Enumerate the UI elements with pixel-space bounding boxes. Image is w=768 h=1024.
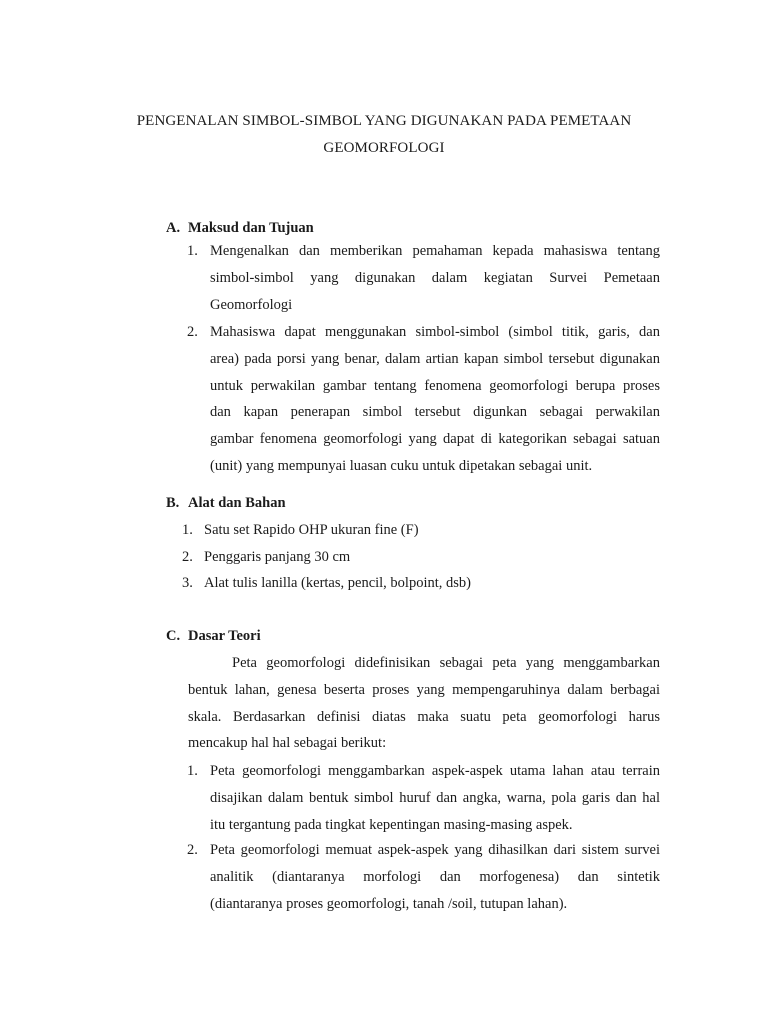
item-line: (diantaranya proses geomorfologi, tanah /soil, tutupan lahan).	[210, 895, 568, 912]
section-b-item-1	[182, 520, 419, 540]
title-line-1: PENGENALAN SIMBOL-SIMBOL YANG DIGUNAKAN PADA PEMETAAN	[136, 113, 632, 129]
list-number: 2.	[187, 842, 198, 858]
list-number: 1.	[187, 243, 198, 259]
section-b-title: Alat dan Bahan	[188, 495, 286, 511]
item-line: analitik (diantaranya morfologi dan morfogenesa) dan sintetik	[210, 868, 660, 885]
list-number: 3.	[182, 575, 193, 591]
paragraph-line: mencakup hal hal sebagai berikut:	[188, 735, 387, 752]
item-line: Peta geomorfologi memuat aspek-aspek yang dihasilkan dari sistem survei	[210, 842, 660, 858]
paragraph-line: bentuk lahan, genesa beserta proses yang mempengaruhinya dalam berbagai	[188, 681, 660, 698]
document-title	[100, 108, 668, 162]
section-c-intro-paragraph	[188, 650, 660, 757]
section-b-heading	[166, 493, 286, 513]
section-b-item-2	[182, 547, 350, 567]
item-line: Mengenalkan dan memberikan pemahaman kepada mahasiswa tentang	[210, 243, 660, 259]
section-c-item-2	[187, 837, 660, 917]
list-number: 1.	[187, 763, 198, 779]
paragraph-line: Peta geomorfologi didefinisikan sebagai peta yang menggambarkan	[232, 655, 660, 671]
item-text: Alat tulis lanilla (kertas, pencil, bolpoint, dsb)	[204, 575, 471, 591]
section-a-item-1	[187, 238, 660, 318]
section-c-heading	[166, 626, 261, 646]
item-line: Peta geomorfologi menggambarkan aspek-aspek utama lahan atau terrain	[210, 763, 660, 779]
title-line-2: GEOMORFOLOGI	[323, 140, 445, 156]
list-number: 2.	[187, 324, 198, 340]
section-a-letter: A.	[166, 220, 181, 236]
list-number: 2.	[182, 549, 193, 565]
section-c-item-1	[187, 758, 660, 838]
item-line: simbol-simbol yang digunakan dalam kegiatan Survei Pemetaan	[210, 269, 660, 286]
item-line: Mahasiswa dapat menggunakan simbol-simbol (simbol titik, garis, dan	[210, 324, 660, 340]
item-line: area) pada porsi yang benar, dalam artian kapan simbol tersebut digunakan	[210, 350, 660, 367]
item-line: (unit) yang mempunyai luasan cuku untuk dipetakan sebagai unit.	[210, 457, 593, 474]
item-text: Satu set Rapido OHP ukuran fine (F)	[204, 522, 419, 538]
section-c-letter: C.	[166, 628, 181, 644]
list-number: 1.	[182, 522, 193, 538]
section-a-title: Maksud dan Tujuan	[188, 220, 314, 236]
section-a-heading	[166, 218, 314, 238]
item-line: gambar fenomena geomorfologi yang dapat di kategorikan sebagai satuan	[210, 431, 660, 448]
item-line: itu tergantung pada tingkat kepentingan masing-masing aspek.	[210, 816, 573, 833]
section-b-item-3	[182, 573, 471, 593]
item-line: untuk perwakilan gambar tentang fenomena geomorfologi berupa proses	[210, 377, 660, 394]
item-line: dan kapan penerapan simbol tersebut digunkan sebagai perwakilan	[210, 404, 660, 421]
item-line: disajikan dalam bentuk simbol huruf dan angka, warna, pola garis dan hal	[210, 789, 660, 806]
item-text: Penggaris panjang 30 cm	[204, 549, 351, 565]
section-a-item-2	[187, 319, 660, 480]
item-line: Geomorfologi	[210, 296, 293, 313]
paragraph-line: skala. Berdasarkan definisi diatas maka suatu peta geomorfologi harus	[188, 708, 660, 725]
section-b-letter: B.	[166, 495, 180, 511]
section-c-title: Dasar Teori	[188, 628, 261, 644]
